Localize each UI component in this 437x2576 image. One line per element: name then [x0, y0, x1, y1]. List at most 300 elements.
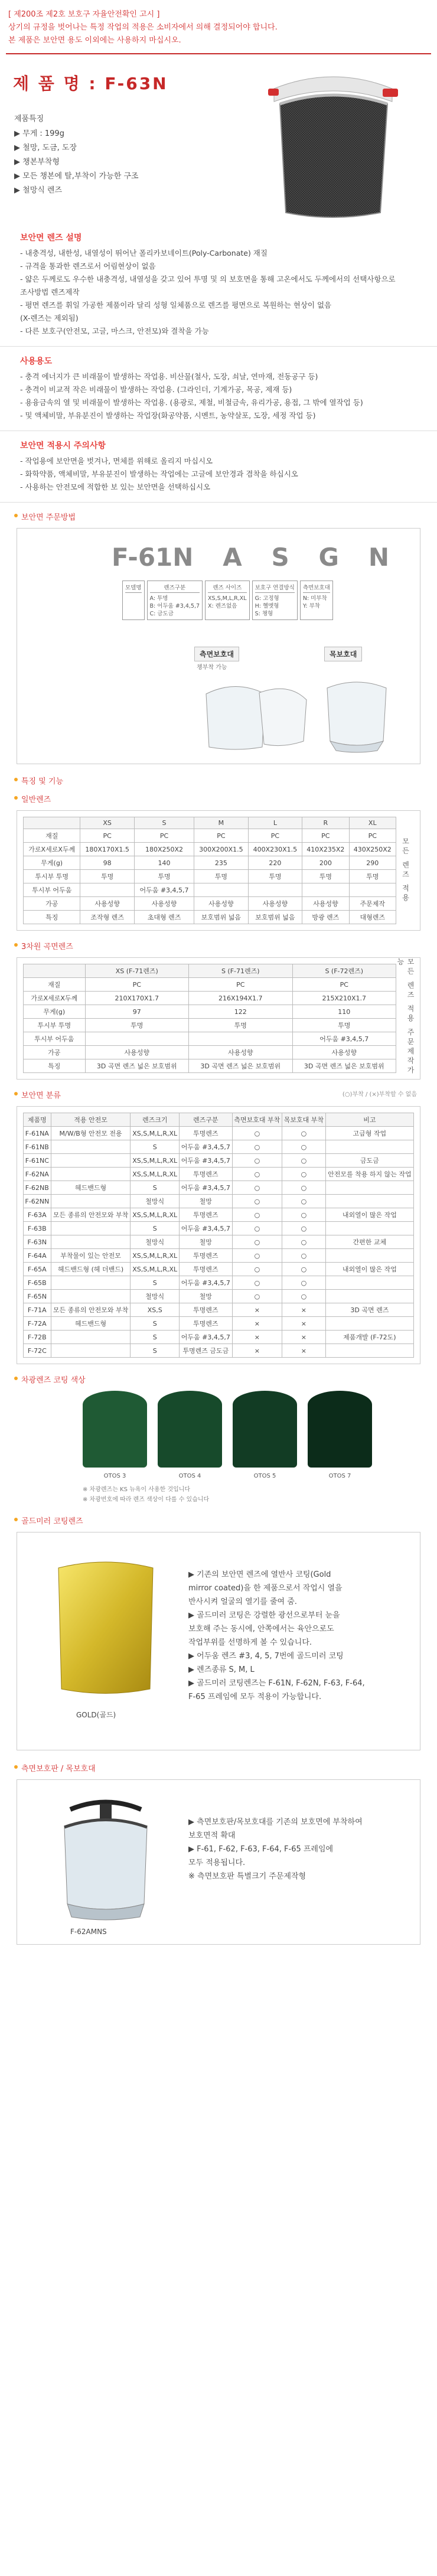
header-cell: 렌즈구분 [179, 1113, 232, 1127]
cell: ○ [232, 1181, 282, 1195]
cell: 210X170X1.7 [85, 992, 188, 1005]
table-header-row [24, 817, 396, 829]
cell: 어두움 #3,4,5,7 [179, 1276, 232, 1290]
table-row [24, 1019, 396, 1032]
cell: ○ [282, 1154, 326, 1168]
caution-section [0, 439, 437, 494]
cell [248, 883, 302, 897]
neck-guard-label: 목보호대 [324, 647, 362, 661]
cell: ○ [232, 1290, 282, 1303]
cell [325, 1317, 413, 1331]
row-label: 가로X세로X두께 [24, 843, 80, 856]
cell: 180X250X2 [134, 843, 194, 856]
cell: ○ [282, 1195, 326, 1208]
cell: 투명렌즈 [179, 1127, 232, 1140]
cell: 모든 종류의 안전모와 부착 [51, 1208, 131, 1222]
cell: XS,S,M,L,R,XL [131, 1168, 179, 1181]
row-label: 특징 [24, 1059, 86, 1073]
cell: ○ [232, 1154, 282, 1168]
table-header-row [24, 1113, 414, 1127]
swatch-fill [158, 1391, 222, 1468]
code-letter: F-61N [112, 543, 194, 572]
code-cell-lens-type [147, 581, 203, 620]
cell: XS,S,M,L,R,XL [131, 1127, 179, 1140]
cell: 어두움 #3,4,5,7 [179, 1331, 232, 1344]
cell: 철망식 [131, 1290, 179, 1303]
code-letter: S [271, 543, 289, 572]
cell: 투명 [292, 1019, 396, 1032]
gold-line: 보호해 주는 동시에, 안쪽에서는 육안으로도 [188, 1625, 334, 1633]
cell: S [131, 1331, 179, 1344]
side-guard-line: 모두 적용됩니다. [188, 1858, 246, 1867]
cell: PC [194, 829, 248, 843]
row-label: 무게(g) [24, 856, 80, 870]
model-cell: F-65A [24, 1263, 51, 1276]
table-row [24, 992, 396, 1005]
cell: 사용성향 [292, 1046, 396, 1059]
table-row [24, 911, 396, 924]
gold-line: ▶ 어두움 렌즈 #3, 4, 5, 7번에 골드미러 코팅 [188, 1652, 344, 1661]
swatch-fill [83, 1391, 147, 1468]
cell: 투명렌즈 [179, 1249, 232, 1263]
product-specs [14, 112, 139, 198]
gold-line: 작업부위를 선명하게 볼 수 있습니다. [188, 1638, 312, 1647]
table-side-note: 모든 렌즈 적용 주문제작가능 [396, 958, 415, 1076]
general-lens-heading: 일반렌즈 [0, 793, 437, 804]
cell [349, 883, 396, 897]
cell: S [131, 1276, 179, 1290]
cell [80, 883, 134, 897]
table-row [24, 1046, 396, 1059]
description-line: - 내충격성, 내한성, 내열성이 뛰어난 폴리카보네이트(Poly-Carbonate) 재질 [20, 249, 268, 257]
gold-line: mirror coated)을 한 제품으로서 작업시 열을 [188, 1584, 343, 1593]
row-label: 재질 [24, 829, 80, 843]
cell: 140 [134, 856, 194, 870]
cell: 부착물이 있는 안전모 [51, 1249, 131, 1263]
description-line: - 평면 렌즈를 휘일 가공한 제품이라 달리 성형 일체품으로 렌즈를 평면으로 복원하는 현상이 없음 [20, 301, 332, 309]
cell: 헤드밴드형 (헤 더밴드) [51, 1263, 131, 1276]
cell [51, 1331, 131, 1344]
side-guard-label: 측면보호대 [194, 647, 239, 661]
cell [325, 1249, 413, 1263]
swatch-label: OTOS 7 [328, 1473, 351, 1479]
cell: 투명 [248, 870, 302, 883]
row-label: 가로X세로X두께 [24, 992, 86, 1005]
cell: PC [292, 978, 396, 992]
cell: 3D 곡면 렌즈 넓은 보호범위 [189, 1059, 292, 1073]
order-code-letters [112, 543, 389, 572]
gold-mirror-description [188, 1568, 402, 1704]
side-guard-line: ▶ F-61, F-62, F-63, F-64, F-65 프레임에 [188, 1845, 334, 1854]
model-cell: F-72C [24, 1344, 51, 1358]
cell: 안전모를 착용 하지 않는 작업 [325, 1168, 413, 1181]
cell: 철망 [179, 1235, 232, 1249]
model-cell: F-71A [24, 1303, 51, 1317]
classification-table [17, 1106, 420, 1364]
cell: 금도금 [325, 1154, 413, 1168]
cell: ○ [282, 1263, 326, 1276]
divider [0, 502, 437, 503]
notice-line-1: [ 제200조 제2호 보호구 자율안전확인 고시 ] [8, 10, 160, 19]
cell: PC [248, 829, 302, 843]
description-line: - 규격을 통과한 렌즈로서 어림현상이 없음 [20, 262, 156, 270]
curved-col: S (F-71렌즈) [189, 964, 292, 978]
table-row [24, 856, 396, 870]
regulation-notice [6, 5, 431, 54]
spec-item: ▶ 모든 챙본에 탈,부착이 가능한 구조 [14, 172, 139, 181]
cell: PC [80, 829, 134, 843]
cell: 235 [194, 856, 248, 870]
notice-line-2: 상기의 규정을 벗어나는 특정 작업의 적용은 소비자에서 의해 결정되어야 합니다. [8, 23, 278, 32]
code-cell-line: N: 미부착 [302, 595, 327, 602]
size-l: L [248, 817, 302, 829]
usage-line: - 및 액체비말, 부유분진이 발생하는 작업장(화공약품, 시멘트, 농약살포, 도장, 세정 작업 등) [20, 411, 316, 420]
cell: 220 [248, 856, 302, 870]
cell: S [131, 1317, 179, 1331]
cell: 사용성향 [80, 897, 134, 911]
description-line: (X-렌즈는 제외됨) [20, 314, 79, 322]
code-cell-line: C: 금도금 [149, 611, 174, 617]
cell: ○ [282, 1127, 326, 1140]
usage-line: - 용융금속의 열 및 비래물이 발생하는 작업용. (용광로, 제철, 비철금속, 유리가공, 용접, 그 밖에 열작업 등) [20, 398, 363, 407]
header-cell: 목보호대 부착 [282, 1113, 326, 1127]
header-cell: 렌즈크기 [131, 1113, 179, 1127]
cell: 어두움 #3,4,5,7 [179, 1154, 232, 1168]
divider [0, 346, 437, 347]
shade-colors-heading: 차광렌즈 코팅 색상 [0, 1374, 437, 1385]
cell: 어두움 #3,4,5,7 [292, 1032, 396, 1046]
model-cell: F-62NN [24, 1195, 51, 1208]
cell: XS,S,M,L,R,XL [131, 1263, 179, 1276]
table-row [24, 1140, 414, 1154]
cell: M/W/B형 안전모 전용 [51, 1127, 131, 1140]
cell: 철망 [179, 1290, 232, 1303]
cell: 간편한 교체 [325, 1235, 413, 1249]
side-guard-line: ▶ 측면보호판/목보호대를 기존의 보호면에 부착하여 [188, 1818, 363, 1827]
cell: × [232, 1303, 282, 1317]
classification-legend: (○)부착 / (×)부착할 수 없음 [342, 1091, 417, 1098]
usage-section [0, 355, 437, 422]
product-header [0, 54, 437, 231]
cell: 초대형 렌즈 [134, 911, 194, 924]
code-cell-line: G: 고정형 [255, 595, 279, 602]
cell: XS,S,M,L,R,XL [131, 1208, 179, 1222]
cell: PC [349, 829, 396, 843]
size-m: M [194, 817, 248, 829]
spec-item: ▶ 철망, 도금, 도장 [14, 144, 77, 152]
cell [51, 1235, 131, 1249]
code-cell-line: A: 투명 [149, 595, 168, 602]
model-cell: F-62NA [24, 1168, 51, 1181]
cell: ○ [232, 1208, 282, 1222]
cell: 방광 렌즈 [302, 911, 349, 924]
spec-heading: 제품특징 [14, 115, 44, 123]
notice-line-3: 본 제품은 보안면 용도 이외에는 사용하지 마십시오. [8, 36, 181, 45]
table-row [24, 1290, 414, 1303]
cell: 98 [80, 856, 134, 870]
row-label: 특징 [24, 911, 80, 924]
code-cell-model [122, 581, 145, 620]
description-line: - 다른 보호구(안전모, 고글, 마스크, 안전모)와 결착을 가능 [20, 327, 209, 335]
table-row [24, 1154, 414, 1168]
model-cell: F-63N [24, 1235, 51, 1249]
curved-col: S (F-72렌즈) [292, 964, 396, 978]
table-row [24, 829, 396, 843]
code-cell-title: 렌즈구분 [150, 583, 200, 593]
cell [51, 1154, 131, 1168]
lens-description-title: 보안면 렌즈 설명 [20, 233, 82, 243]
cell: ○ [232, 1276, 282, 1290]
cell: 어두움 #3,4,5,7 [179, 1181, 232, 1195]
cell: 투명 [302, 870, 349, 883]
cell: S [131, 1181, 179, 1195]
table-row [24, 978, 396, 992]
cell [51, 1140, 131, 1154]
row-label: 가공 [24, 1046, 86, 1059]
cell: 모든 종류의 안전모와 부착 [51, 1303, 131, 1317]
product-title: 제 품 명 : F-63N [13, 74, 168, 93]
cell: PC [85, 978, 188, 992]
table-row [24, 843, 396, 856]
cell [51, 1168, 131, 1181]
cell: ○ [232, 1263, 282, 1276]
table-row [24, 1263, 414, 1276]
header-cell: 비고 [325, 1113, 413, 1127]
neck-guard-image [318, 676, 395, 753]
cell: 투명렌즈 [179, 1303, 232, 1317]
cell: 투명 [349, 870, 396, 883]
cell: 215X210X1.7 [292, 992, 396, 1005]
code-cell-lens-size [205, 581, 250, 620]
spec-item: ▶ 무게 : 199g [14, 129, 64, 138]
table-row [24, 883, 396, 897]
model-cell: F-61NA [24, 1127, 51, 1140]
row-label: 투시부 어두움 [24, 883, 80, 897]
cell: 430X250X2 [349, 843, 396, 856]
table-row [24, 1127, 414, 1140]
table-row [24, 870, 396, 883]
table-header-cell [24, 817, 80, 829]
curved-lens-table [17, 957, 420, 1080]
code-cell-line: X: 렌즈없음 [208, 603, 237, 609]
cell [51, 1276, 131, 1290]
cell [302, 883, 349, 897]
cell: ○ [282, 1249, 326, 1263]
table-row [24, 1032, 396, 1046]
general-lens-table [17, 810, 420, 931]
cell: 122 [189, 1005, 292, 1019]
cell: 3D 곡면 렌즈 [325, 1303, 413, 1317]
cell: ○ [282, 1222, 326, 1235]
model-cell: F-61NB [24, 1140, 51, 1154]
cell: 투명렌즈 [179, 1263, 232, 1276]
cell: 290 [349, 856, 396, 870]
swatch-fill [233, 1391, 297, 1468]
gold-mirror-heading: 골드미러 코팅렌즈 [0, 1515, 437, 1526]
code-cell-connection [252, 581, 298, 620]
model-cell: F-72A [24, 1317, 51, 1331]
swatch-label: OTOS 3 [103, 1473, 126, 1479]
table-header-row [24, 964, 396, 978]
order-code-cells [122, 581, 333, 620]
table-row [24, 1059, 396, 1073]
model-cell: F-65N [24, 1290, 51, 1303]
side-guard-description [188, 1815, 402, 1883]
cell: 400X230X1.5 [248, 843, 302, 856]
side-guard-line: 보호면적 확대 [188, 1831, 236, 1840]
table-row [24, 1235, 414, 1249]
table-row [24, 1168, 414, 1181]
cell [51, 1344, 131, 1358]
table-row [24, 897, 396, 911]
code-cell-line: H: 헬멧형 [255, 603, 279, 609]
caution-line: - 작업용에 보안면을 벗겨나, 면체를 위해로 올리지 마십시오 [20, 456, 213, 465]
cell [325, 1140, 413, 1154]
cell: × [282, 1317, 326, 1331]
table-row [24, 1222, 414, 1235]
code-cell-title: 측면보호대 [303, 583, 330, 593]
cell: 헤드밴드형 [51, 1317, 131, 1331]
caution-line: - 화학약품, 액체비말, 부유분진이 발생하는 작업에는 고글에 보안경과 겸착을 하십시오 [20, 469, 298, 478]
cell [51, 1290, 131, 1303]
code-letter: A [223, 543, 242, 572]
code-cell-title: 보호구 연결방식 [255, 583, 295, 593]
cell: ○ [282, 1290, 326, 1303]
shade-swatch [308, 1391, 372, 1479]
code-cell-line: S: 챙형 [255, 611, 273, 617]
shade-swatch [233, 1391, 297, 1479]
cell: 투명 [80, 870, 134, 883]
cell: 헤드밴드형 [51, 1181, 131, 1195]
gold-line: ▶ 골드미러 코팅은 강렬한 광선으로부터 눈을 [188, 1611, 340, 1620]
cell: S [131, 1222, 179, 1235]
cell [51, 1222, 131, 1235]
cell: ○ [232, 1168, 282, 1181]
code-cell-line: B: 어두움 #3,4,5,7 [149, 603, 200, 609]
row-label: 투시부 투명 [24, 870, 80, 883]
cell [85, 1032, 188, 1046]
size-r: R [302, 817, 349, 829]
cell: ○ [282, 1235, 326, 1249]
cell: ○ [282, 1208, 326, 1222]
swatch-label: OTOS 5 [253, 1473, 276, 1479]
gold-line: ▶ 골드미러 코팅렌즈는 F-61N, F-62N, F-63, F-64, [188, 1679, 365, 1688]
cell: 철망식 [131, 1235, 179, 1249]
cell: ○ [232, 1249, 282, 1263]
size-xl: XL [349, 817, 396, 829]
header-cell: 적용 안전모 [51, 1113, 131, 1127]
gold-mirror-section [17, 1532, 420, 1750]
size-xs: XS [80, 817, 134, 829]
cell: 철망 [179, 1195, 232, 1208]
table-row [24, 1317, 414, 1331]
order-code-diagram [17, 528, 420, 764]
cell: PC [134, 829, 194, 843]
cell: 투명렌즈 [179, 1208, 232, 1222]
cell: 사용성향 [134, 897, 194, 911]
table-row [24, 1181, 414, 1195]
cell: 내외열이 많은 작업 [325, 1208, 413, 1222]
cell: 대형렌즈 [349, 911, 396, 924]
gold-line: F-65 프레임에 모두 적용이 가능합니다. [188, 1693, 322, 1701]
gold-line: 반사시켜 얼굴의 열기를 줄여 줌. [188, 1597, 297, 1606]
row-label: 투시부 투명 [24, 1019, 86, 1032]
cell: × [232, 1344, 282, 1358]
cell [325, 1344, 413, 1358]
model-cell: F-63B [24, 1222, 51, 1235]
table-row [24, 1249, 414, 1263]
side-guard-model-label: F-62AMNS [70, 1928, 107, 1936]
spec-item: ▶ 철망식 렌즈 [14, 186, 63, 195]
lens-description [0, 231, 437, 338]
shade-swatch [158, 1391, 222, 1479]
code-cell-title: 렌즈 사이즈 [208, 583, 247, 593]
cell: × [282, 1303, 326, 1317]
cell: 보호범위 넓음 [194, 911, 248, 924]
cell: 철망식 [131, 1195, 179, 1208]
cell: 어두움 #3,4,5,7 [134, 883, 194, 897]
cell: 97 [85, 1005, 188, 1019]
gold-label: GOLD(골드) [76, 1711, 116, 1719]
order-method-heading: 보안면 주문방법 [0, 511, 437, 522]
cell: ○ [282, 1181, 326, 1195]
code-letter: G [318, 543, 340, 572]
cell [325, 1181, 413, 1195]
cell: ○ [282, 1168, 326, 1181]
cell: 사용성향 [248, 897, 302, 911]
cell: 110 [292, 1005, 396, 1019]
table-row [24, 1344, 414, 1358]
cell: 3D 곡면 렌즈 넓은 보호범위 [292, 1059, 396, 1073]
cell: ○ [232, 1222, 282, 1235]
mesh-face-shield-image [250, 65, 416, 224]
size-s: S [134, 817, 194, 829]
cell: 보호범위 넓음 [248, 911, 302, 924]
description-line: - 얇은 두께로도 우수한 내충격성, 내열성을 갖고 있어 투명 및 의 보호면을 통해 고온에서도 두께에서의 선택사항으로 [20, 275, 396, 283]
row-label: 무게(g) [24, 1005, 86, 1019]
row-label: 투시부 어두움 [24, 1032, 86, 1046]
cell: × [232, 1317, 282, 1331]
classification-title: 보안면 분류 [21, 1091, 61, 1100]
cell: × [282, 1331, 326, 1344]
usage-title: 사용용도 [20, 357, 53, 366]
cell: 투명렌즈 [179, 1317, 232, 1331]
cell: 180X170X1.5 [80, 843, 134, 856]
cell: XS,S,M,L,R,XL [131, 1249, 179, 1263]
caution-title: 보안면 적용시 주의사항 [20, 441, 106, 451]
code-cell-side-guard [300, 581, 333, 620]
table-row [24, 1208, 414, 1222]
cell: 사용성향 [85, 1046, 188, 1059]
cell [51, 1195, 131, 1208]
model-cell: F-65B [24, 1276, 51, 1290]
model-cell: F-72B [24, 1331, 51, 1344]
cell: 투명 [189, 1019, 292, 1032]
cell: 어두움 #3,4,5,7 [179, 1140, 232, 1154]
code-cell-line: Y: 부착 [302, 603, 320, 609]
cell: 조작형 렌즈 [80, 911, 134, 924]
cell: S [131, 1140, 179, 1154]
side-guard-line: ※ 측면보호판 특별크기 주문제작형 [188, 1872, 306, 1881]
shade-note: ※ 차광렌즈는 KS 뉴욕이 사용한 것입니다 [83, 1486, 191, 1493]
features-heading: 특징 및 기능 [0, 775, 437, 786]
gold-line: ▶ 렌즈종류 S, M, L [188, 1665, 255, 1674]
cell: 주문제작 [349, 897, 396, 911]
swatch-label: OTOS 4 [178, 1473, 201, 1479]
cell: 어두움 #3,4,5,7 [179, 1222, 232, 1235]
cell: 216X194X1.7 [189, 992, 292, 1005]
cell [189, 1032, 292, 1046]
